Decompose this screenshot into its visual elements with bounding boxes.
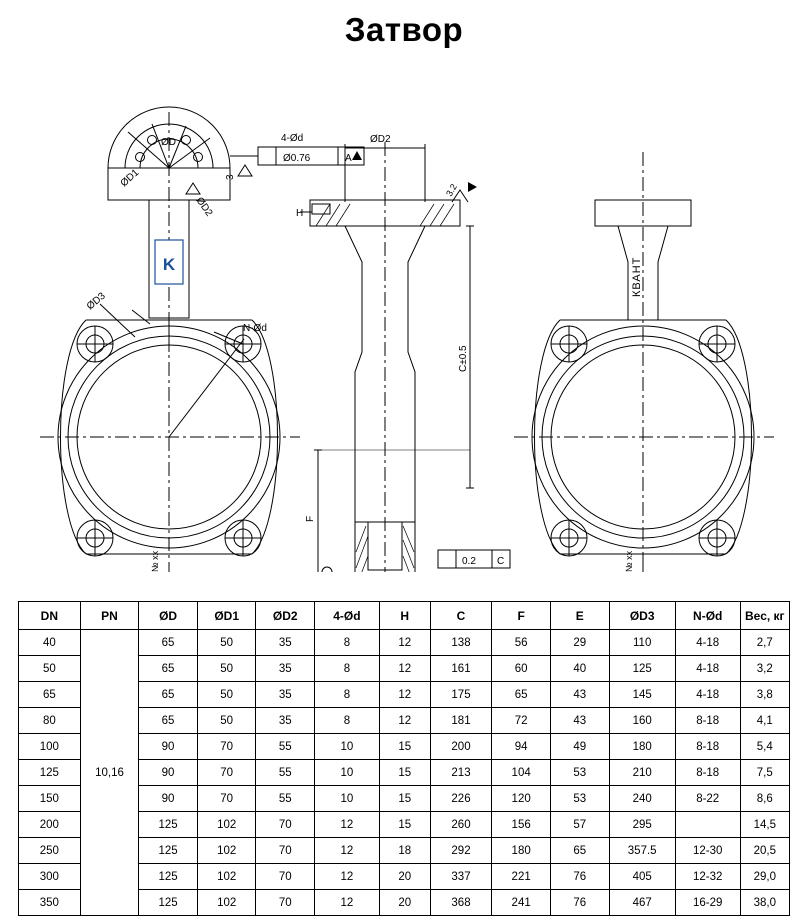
cell-h: 15 <box>379 786 430 812</box>
cell-nod: 4-18 <box>675 630 740 656</box>
cell-od2: 70 <box>256 864 315 890</box>
col-header-weight: Вес, кг <box>740 602 789 630</box>
cell-e: 65 <box>550 838 609 864</box>
cell-nod <box>675 812 740 838</box>
cell-4od: 8 <box>315 682 380 708</box>
cell-weight: 29,0 <box>740 864 789 890</box>
cell-weight: 5,4 <box>740 734 789 760</box>
cell-e: 49 <box>550 734 609 760</box>
col-header-dn: DN <box>19 602 81 630</box>
cell-f: 120 <box>492 786 551 812</box>
col-header-od3: ØD3 <box>609 602 675 630</box>
cell-od2: 35 <box>256 708 315 734</box>
cell-od3: 357.5 <box>609 838 675 864</box>
cell-dn: 40 <box>19 630 81 656</box>
gdt-frames <box>186 147 364 194</box>
cell-c: 292 <box>430 838 492 864</box>
cell-weight: 14,5 <box>740 812 789 838</box>
cell-e: 76 <box>550 864 609 890</box>
col-header-f: F <box>492 602 551 630</box>
cell-e: 53 <box>550 786 609 812</box>
cell-nod: 8-22 <box>675 786 740 812</box>
page-title: Затвор <box>344 11 464 48</box>
col-header-pn: PN <box>80 602 139 630</box>
cell-c: 213 <box>430 760 492 786</box>
col-header-e: E <box>550 602 609 630</box>
cell-od: 65 <box>139 708 198 734</box>
cell-h: 15 <box>379 760 430 786</box>
cell-nod: 12-30 <box>675 838 740 864</box>
cell-od: 125 <box>139 838 198 864</box>
cell-4od: 8 <box>315 708 380 734</box>
cell-c: 181 <box>430 708 492 734</box>
cell-od1: 50 <box>197 656 256 682</box>
cell-f: 65 <box>492 682 551 708</box>
cell-od3: 145 <box>609 682 675 708</box>
cell-dn: 200 <box>19 812 81 838</box>
label-f: F <box>305 515 316 522</box>
cell-c: 368 <box>430 890 492 916</box>
cell-dn: 100 <box>19 734 81 760</box>
cell-od: 125 <box>139 812 198 838</box>
cell-nod: 4-18 <box>675 656 740 682</box>
cell-f: 221 <box>492 864 551 890</box>
cell-weight: 4,1 <box>740 708 789 734</box>
drawing-svg <box>0 52 808 572</box>
cell-4od: 10 <box>315 734 380 760</box>
col-header-c: C <box>430 602 492 630</box>
cell-h: 12 <box>379 682 430 708</box>
brand-text: КВАНТ <box>631 256 643 297</box>
cell-h: 20 <box>379 890 430 916</box>
cell-4od: 12 <box>315 864 380 890</box>
cell-dn: 125 <box>19 760 81 786</box>
cell-dn: 350 <box>19 890 81 916</box>
cell-c: 337 <box>430 864 492 890</box>
spec-table <box>18 601 790 916</box>
cell-h: 18 <box>379 838 430 864</box>
cell-od3: 110 <box>609 630 675 656</box>
cell-od: 65 <box>139 630 198 656</box>
cell-dn: 80 <box>19 708 81 734</box>
cell-od1: 70 <box>197 786 256 812</box>
cell-od3: 125 <box>609 656 675 682</box>
cell-od3: 295 <box>609 812 675 838</box>
cell-e: 43 <box>550 682 609 708</box>
label-c: C±0.5 <box>458 345 469 372</box>
cell-dn: 65 <box>19 682 81 708</box>
label-flatness: Ø0.76 <box>283 153 311 164</box>
cell-weight: 20,5 <box>740 838 789 864</box>
cell-nod: 16-29 <box>675 890 740 916</box>
cell-c: 200 <box>430 734 492 760</box>
cell-od1: 102 <box>197 864 256 890</box>
cell-e: 76 <box>550 890 609 916</box>
cell-od: 125 <box>139 890 198 916</box>
col-header-h: H <box>379 602 430 630</box>
cell-od: 125 <box>139 864 198 890</box>
cell-od3: 467 <box>609 890 675 916</box>
cell-c: 175 <box>430 682 492 708</box>
cell-c: 161 <box>430 656 492 682</box>
label-od2-front: ØD2 <box>193 195 215 219</box>
cell-h: 15 <box>379 812 430 838</box>
table-header-row <box>19 602 790 630</box>
cell-dn: 250 <box>19 838 81 864</box>
cell-4od: 10 <box>315 760 380 786</box>
cell-nod: 4-18 <box>675 682 740 708</box>
label-od2: ØD2 <box>370 134 391 145</box>
table-row <box>19 630 790 656</box>
label-datum-c: C <box>497 556 505 567</box>
cell-weight: 7,5 <box>740 760 789 786</box>
col-header-nod: N-Ød <box>675 602 740 630</box>
label-datum-a: A <box>345 153 352 164</box>
cell-od3: 160 <box>609 708 675 734</box>
cell-weight: 2,7 <box>740 630 789 656</box>
cell-4od: 12 <box>315 890 380 916</box>
cell-e: 53 <box>550 760 609 786</box>
back-view <box>514 152 774 572</box>
cell-nod: 8-18 <box>675 734 740 760</box>
cell-od1: 50 <box>197 682 256 708</box>
cell-od2: 70 <box>256 890 315 916</box>
cell-od: 90 <box>139 734 198 760</box>
label-4-od: 4-Ød <box>281 133 304 144</box>
label-n-od: N-Ød <box>243 323 267 334</box>
cell-dn: 300 <box>19 864 81 890</box>
cell-f: 104 <box>492 760 551 786</box>
cell-od1: 50 <box>197 630 256 656</box>
cell-e: 43 <box>550 708 609 734</box>
front-view <box>40 107 300 572</box>
cell-weight: 3,8 <box>740 682 789 708</box>
cell-h: 15 <box>379 734 430 760</box>
cell-weight: 38,0 <box>740 890 789 916</box>
cell-f: 60 <box>492 656 551 682</box>
cell-od: 90 <box>139 760 198 786</box>
col-header-od2: ØD2 <box>256 602 315 630</box>
cell-od1: 102 <box>197 812 256 838</box>
cell-f: 180 <box>492 838 551 864</box>
cell-f: 241 <box>492 890 551 916</box>
cell-dn: 150 <box>19 786 81 812</box>
label-od: ØD <box>161 137 176 148</box>
cell-f: 156 <box>492 812 551 838</box>
label-od3-front: ØD3 <box>84 290 108 313</box>
cell-c: 138 <box>430 630 492 656</box>
cell-od1: 102 <box>197 890 256 916</box>
cell-od1: 50 <box>197 708 256 734</box>
cell-f: 94 <box>492 734 551 760</box>
label-parallel: 0.2 <box>462 556 476 567</box>
cell-od2: 55 <box>256 760 315 786</box>
cell-h: 20 <box>379 864 430 890</box>
cell-f: 72 <box>492 708 551 734</box>
label-no-back: № xx <box>624 550 634 572</box>
cell-4od: 10 <box>315 786 380 812</box>
col-header-4od: 4-Ød <box>315 602 380 630</box>
cell-od: 65 <box>139 656 198 682</box>
cell-4od: 12 <box>315 838 380 864</box>
cell-c: 260 <box>430 812 492 838</box>
label-h: H <box>296 208 304 219</box>
cell-c: 226 <box>430 786 492 812</box>
cell-e: 57 <box>550 812 609 838</box>
cell-od2: 55 <box>256 734 315 760</box>
cell-h: 12 <box>379 630 430 656</box>
cell-nod: 8-18 <box>675 760 740 786</box>
cell-4od: 8 <box>315 630 380 656</box>
label-no-front: № xx <box>150 550 160 572</box>
cell-od1: 102 <box>197 838 256 864</box>
cell-od3: 405 <box>609 864 675 890</box>
cell-nod: 8-18 <box>675 708 740 734</box>
technical-drawing <box>0 52 808 572</box>
cell-f: 56 <box>492 630 551 656</box>
cell-e: 29 <box>550 630 609 656</box>
cell-pn: 10,16 <box>80 630 139 916</box>
cell-od2: 70 <box>256 838 315 864</box>
col-header-od: ØD <box>139 602 198 630</box>
cell-dn: 50 <box>19 656 81 682</box>
cell-od: 65 <box>139 682 198 708</box>
spec-table-container <box>18 601 790 916</box>
cell-od3: 210 <box>609 760 675 786</box>
col-header-od1: ØD1 <box>197 602 256 630</box>
cell-h: 12 <box>379 708 430 734</box>
cell-od1: 70 <box>197 760 256 786</box>
cell-od1: 70 <box>197 734 256 760</box>
cell-od3: 180 <box>609 734 675 760</box>
cell-od2: 35 <box>256 630 315 656</box>
section-view <box>300 142 510 572</box>
label-ra32: 3.2 <box>444 182 459 198</box>
logo-text: K <box>162 255 176 274</box>
cell-od: 90 <box>139 786 198 812</box>
cell-od2: 70 <box>256 812 315 838</box>
cell-od3: 240 <box>609 786 675 812</box>
label-ra3-front: 3 <box>225 174 236 180</box>
cell-weight: 3,2 <box>740 656 789 682</box>
cell-od2: 35 <box>256 682 315 708</box>
cell-weight: 8,6 <box>740 786 789 812</box>
cell-od2: 55 <box>256 786 315 812</box>
label-od1: ØD1 <box>118 167 142 190</box>
cell-4od: 8 <box>315 656 380 682</box>
cell-nod: 12-32 <box>675 864 740 890</box>
cell-4od: 12 <box>315 812 380 838</box>
cell-od2: 35 <box>256 656 315 682</box>
cell-h: 12 <box>379 656 430 682</box>
cell-e: 40 <box>550 656 609 682</box>
